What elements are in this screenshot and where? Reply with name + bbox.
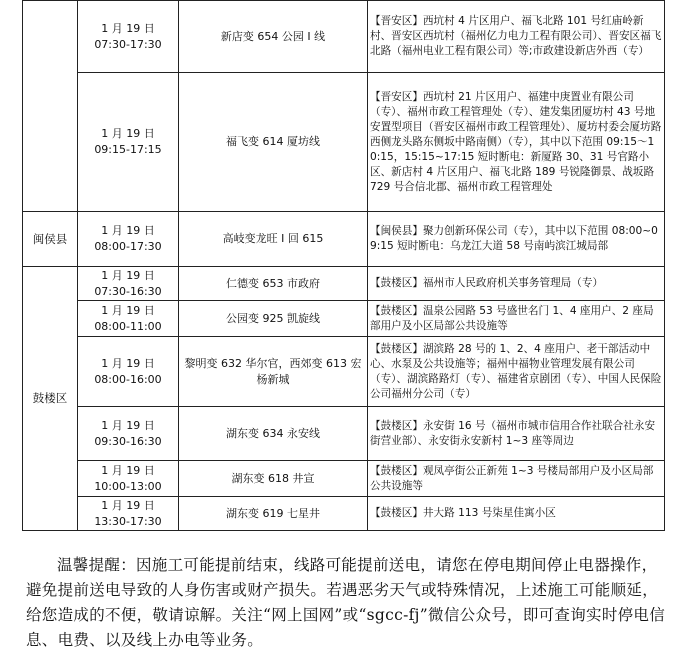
table-row — [23, 1, 665, 73]
table-row — [23, 337, 665, 407]
date-text: 1 月 19 日 — [101, 463, 155, 477]
district-cell: 闽侯县 — [23, 212, 78, 267]
date-text: 1 月 19 日 — [101, 418, 155, 432]
time-cell — [78, 267, 179, 301]
time-range-text: 09:30-16:30 — [94, 434, 162, 448]
area-cell: 【鼓楼区】观凤亭街公正新苑 1~3 号楼局部用户及小区局部公共设施等 — [368, 461, 665, 497]
table-row — [23, 212, 665, 267]
time-cell — [78, 301, 179, 337]
warm-reminder-paragraph: 温馨提醒：因施工可能提前结束，线路可能提前送电，请您在停电期间停止电器操作，避免提前送电导致的人身伤害或财产损失。若遇恶劣天气或特殊情况，上述施工可能顺延，给您造成的不便，敬请谅解。关注“网上国网”或“sgcc-fj”微信公众号，即可查询实时停电信息、电费、以及线上办电等业务。 — [26, 555, 666, 649]
area-cell: 【鼓楼区】井大路 113 号柒星佳寓小区 — [368, 497, 665, 531]
line-cell: 福飞变 614 厦坊线 — [179, 73, 368, 212]
time-range-text: 07:30-17:30 — [94, 37, 162, 51]
date-text: 1 月 19 日 — [101, 268, 155, 282]
table-row — [23, 301, 665, 337]
date-text: 1 月 19 日 — [101, 303, 155, 317]
time-cell — [78, 1, 179, 73]
time-range-text: 08:00-17:30 — [94, 240, 162, 253]
line-cell: 高岐变龙旺 I 回 615 — [179, 212, 368, 267]
area-cell: 【晋安区】西坑村 4 片区用户、福飞北路 101 号红庙岭新村、晋安区西坑村（福州亿力电力工程有限公司）、晋安区福飞北路（福州电业工程有限公司）等;市政建设新店外西（专） — [368, 1, 665, 73]
date-text: 1 月 19 日 — [101, 498, 155, 512]
table-row — [23, 407, 665, 461]
area-cell: 【鼓楼区】湖滨路 28 号的 1、2、4 座用户、老干部活动中心、水泵及公共设施等；福州中福物业管理发展有限公司（专）、湖滨路路灯（专）、福建省京剧团（专）、中国人民保险公司福州分公司（专） — [368, 337, 665, 407]
table-row — [23, 73, 665, 212]
time-cell — [78, 407, 179, 461]
line-cell: 公园变 925 凯旋线 — [179, 301, 368, 337]
date-text: 1 月 19 日 — [101, 21, 155, 35]
time-range-text: 10:00-13:00 — [94, 479, 162, 493]
district-cell — [23, 1, 78, 212]
date-text: 1 月 19 日 — [101, 356, 155, 370]
date-text: 1 月 19 日 — [101, 127, 155, 140]
time-cell — [78, 461, 179, 497]
time-range-text: 08:00-16:00 — [94, 372, 162, 386]
line-cell: 新店变 654 公园 I 线 — [179, 1, 368, 73]
date-text: 1 月 19 日 — [101, 224, 155, 237]
time-range-text: 07:30-16:30 — [94, 284, 162, 298]
line-cell: 黎明变 632 华尔官，西郊变 613 宏杨新城 — [179, 337, 368, 407]
time-range-text: 08:00-11:00 — [94, 319, 162, 333]
time-cell — [78, 73, 179, 212]
time-cell — [78, 337, 179, 407]
time-range-text: 09:15-17:15 — [94, 143, 162, 156]
line-cell: 湖东变 634 永安线 — [179, 407, 368, 461]
line-cell: 湖东变 619 七星井 — [179, 497, 368, 531]
area-cell: 【晋安区】西坑村 21 片区用户、福建中庚置业有限公司（专）、福州市政工程管理处（专）、建发集团厦坊村 43 号地安置型项目（晋安区福州市政工程管理处）、厦坊村委会厦坊路西侧龙头路东侧坂中路南侧）（专），其中以下范围 09:15～10:15，15:15~17:15 短时断电：新厦路 30、31 号官路小区、新店村 4 片区用户、福飞北路 189 号锐隆御景、战坂路 729 号合信北郡、福州市政工程管理处 — [368, 73, 665, 212]
table-row — [23, 267, 665, 301]
line-cell: 仁德变 653 市政府 — [179, 267, 368, 301]
outage-schedule-table — [22, 0, 665, 531]
area-cell: 【闽侯县】聚力创新环保公司（专），其中以下范围 08:00~09:15 短时断电：乌龙江大道 58 号南屿滨江城局部 — [368, 212, 665, 267]
table-row — [23, 461, 665, 497]
time-cell — [78, 212, 179, 267]
time-range-text: 13:30-17:30 — [94, 514, 162, 528]
line-cell: 湖东变 618 井宣 — [179, 461, 368, 497]
area-cell: 【鼓楼区】福州市人民政府机关事务管理局（专） — [368, 267, 665, 301]
district-cell: 鼓楼区 — [23, 267, 78, 531]
table-row — [23, 497, 665, 531]
area-cell: 【鼓楼区】永安街 16 号（福州市城市信用合作社联合社永安街营业部）、永安街永安新村 1~3 座等周边 — [368, 407, 665, 461]
area-cell: 【鼓楼区】温泉公园路 53 号盛世名门 1、4 座用户、2 座局部用户及小区局部公共设施等 — [368, 301, 665, 337]
time-cell — [78, 497, 179, 531]
